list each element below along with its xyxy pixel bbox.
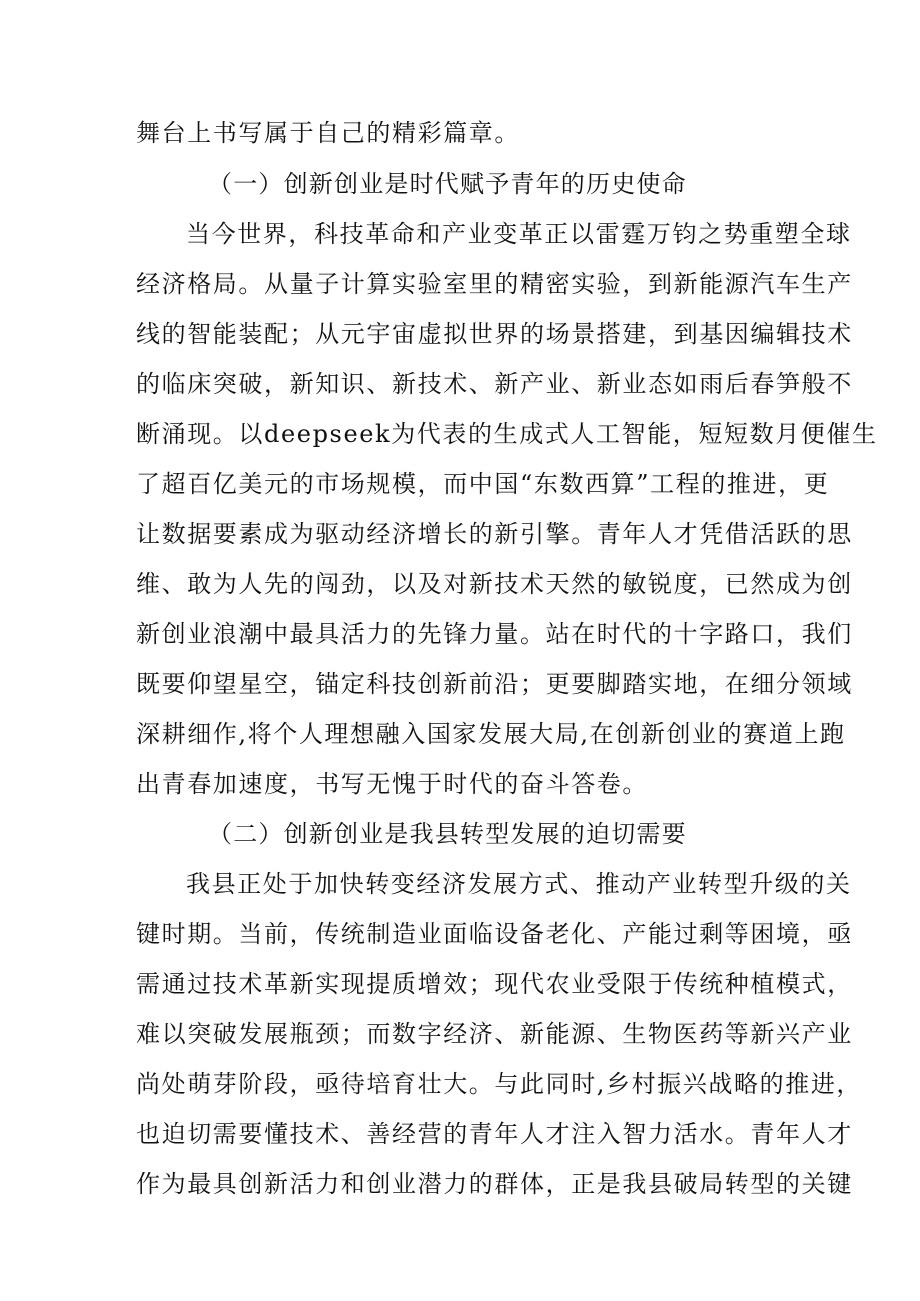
text-line-11: 新创业浪潮中最具活力的先锋力量。站在时代的十字路口，我们	[136, 620, 853, 648]
text-line-14: 出青春加速度，书写无愧于时代的奋斗答卷。	[136, 770, 648, 798]
text-line-3: 当今世界，科技革命和产业变革正以雷霆万钧之势重塑全球	[186, 220, 852, 248]
text-line-12: 既要仰望星空，锚定科技创新前沿；更要脚踏实地，在细分领域	[136, 670, 853, 698]
text-line-1: 舞台上书写属于自己的精彩篇章。	[136, 119, 520, 147]
text-line-21: 也迫切需要懂技术、善经营的青年人才注入智力活水。青年人才	[136, 1120, 853, 1148]
text-line-20: 尚处萌芽阶段，亟待培育壮大。与此同时,乡村振兴战略的推进，	[136, 1070, 863, 1098]
text-line-10: 维、敢为人先的闯劲，以及对新技术天然的敏锐度，已然成为创	[136, 570, 853, 598]
text-line-4: 经济格局。从量子计算实验室里的精密实验，到新能源汽车生产	[136, 270, 853, 298]
text-line-19: 难以突破发展瓶颈；而数字经济、新能源、生物医药等新兴产业	[136, 1020, 853, 1048]
section-heading-2: （二）创新创业是我县转型发展的迫切需要	[208, 820, 687, 848]
text-line-9: 让数据要素成为驱动经济增长的新引擎。青年人才凭借活跃的思	[136, 520, 853, 548]
text-line-13: 深耕细作,将个人理想融入国家发展大局,在创新创业的赛道上跑	[136, 720, 846, 748]
text-line-8: 了超百亿美元的市场规模，而中国“东数西算”工程的推进，更	[136, 470, 830, 498]
text-line-5: 线的智能装配；从元宇宙虚拟世界的场景搭建，到基因编辑技术	[136, 320, 853, 348]
text-line-17: 键时期。当前，传统制造业面临设备老化、产能过剩等困境，亟	[136, 920, 853, 948]
text-line-18: 需通过技术革新实现提质增效；现代农业受限于传统种植模式，	[136, 970, 853, 998]
text-line-16: 我县正处于加快转变经济发展方式、推动产业转型升级的关	[186, 870, 852, 898]
text-line-6: 的临床突破，新知识、新技术、新产业、新业态如雨后春笋般不	[136, 370, 853, 398]
section-heading-1: （一）创新创业是时代赋予青年的历史使命	[208, 170, 687, 198]
text-line-7: 断涌现。以deepseek为代表的生成式人工智能，短短数月便催生	[136, 420, 878, 448]
text-line-22: 作为最具创新活力和创业潜力的群体，正是我县破局转型的关键	[136, 1170, 853, 1198]
